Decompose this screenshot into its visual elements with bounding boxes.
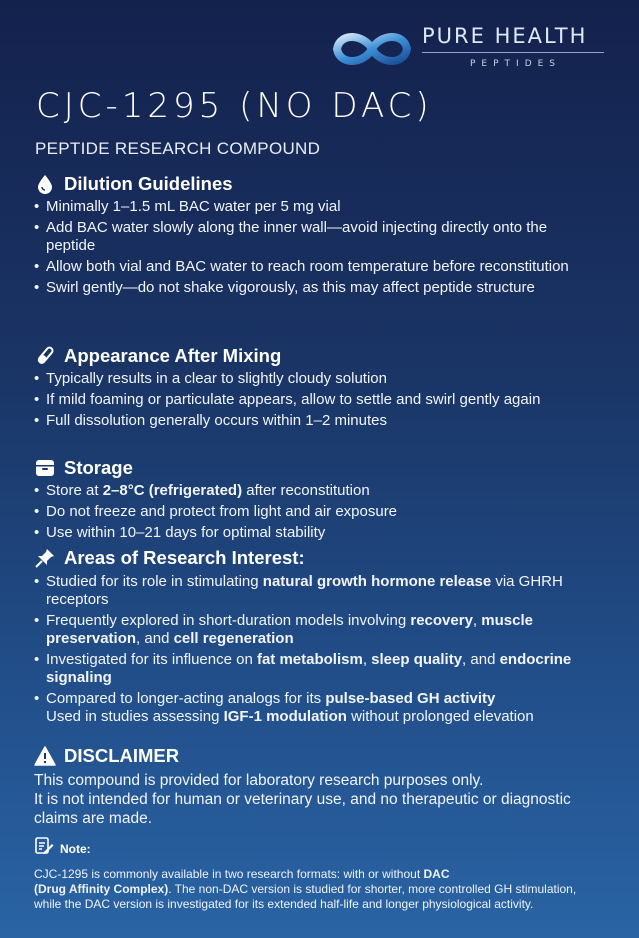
- note-edit-icon: [34, 836, 54, 861]
- research-heading: Areas of Research Interest:: [64, 547, 305, 568]
- list-item: • Allow both vial and BAC water to reach room temperature before reconstitution: [34, 258, 624, 276]
- list-item: • Studied for its role in stimulating natural growth hormone release via GHRH receptors: [34, 573, 624, 609]
- brand-divider: [422, 52, 604, 53]
- disclaimer-heading-row: [34, 744, 604, 768]
- list-item: • Swirl gently—do not shake vigorously, as this may affect peptide structure: [34, 279, 624, 297]
- brand-logo: [330, 24, 610, 74]
- storage-box-icon: [34, 457, 56, 479]
- list-item: • Frequently explored in short-duration models involving recovery, muscle preservation, and cell regeneration: [34, 612, 624, 648]
- list-item: • Compared to longer-acting analogs for its pulse-based GH activity Used in studies assessing IGF-1 modulation without prolonged elevation: [34, 690, 624, 726]
- disclaimer-heading: DISCLAIMER: [64, 745, 180, 766]
- dilution-heading-row: [34, 172, 624, 196]
- warning-icon: [34, 745, 56, 767]
- note-label: Note:: [60, 841, 91, 856]
- disclaimer-text: This compound is provided for laboratory research purposes only. It is not intended for human or veterinary use, and no therapeutic or diagnostic claims are made.: [34, 772, 571, 827]
- pushpin-icon: [34, 547, 56, 569]
- list-item: • Typically results in a clear to slightly cloudy solution: [34, 370, 624, 388]
- list-item: • Do not freeze and protect from light and air exposure: [34, 503, 624, 521]
- dilution-list: [34, 198, 624, 297]
- water-drop-icon: [34, 173, 56, 195]
- product-subtitle: PEPTIDE RESEARCH COMPOUND: [35, 139, 321, 158]
- research-heading-row: [34, 546, 624, 570]
- research-section: [34, 546, 624, 729]
- product-title: CJC-1295 (NO DAC): [36, 86, 433, 126]
- brand-tagline: PEPTIDES: [470, 59, 562, 69]
- list-item: • Store at 2–8°C (refrigerated) after reconstitution: [34, 482, 624, 500]
- storage-section: [34, 456, 624, 545]
- storage-heading-row: [34, 456, 624, 480]
- storage-list: [34, 482, 624, 542]
- list-item: • Full dissolution generally occurs within 1–2 minutes: [34, 412, 624, 430]
- list-item: • Use within 10–21 days for optimal stability: [34, 524, 624, 542]
- note-text: CJC-1295 is commonly available in two research formats: with or without DAC (Drug Affinity Complex). The non-DAC version is studied for shorter, more controlled GH stimulation, while the DAC version is investigated for its extended half-life and longer physiological activity.: [34, 867, 577, 911]
- dilution-heading: Dilution Guidelines: [64, 173, 233, 194]
- brand-name: PURE HEALTH: [422, 24, 588, 48]
- appearance-list: [34, 370, 624, 430]
- note-section: [34, 836, 604, 912]
- infinity-logo-icon: [330, 24, 414, 74]
- test-tube-icon: [34, 345, 56, 367]
- note-heading-row: [34, 836, 604, 861]
- appearance-section: [34, 344, 624, 433]
- list-item: • Add BAC water slowly along the inner wall—avoid injecting directly onto the peptide: [34, 219, 624, 255]
- research-list: [34, 573, 624, 726]
- appearance-heading-row: [34, 344, 624, 368]
- list-item: • Minimally 1–1.5 mL BAC water per 5 mg vial: [34, 198, 624, 216]
- list-item: • Investigated for its influence on fat metabolism, sleep quality, and endocrine signaling: [34, 651, 624, 687]
- dilution-section: [34, 172, 624, 300]
- storage-heading: Storage: [64, 457, 133, 478]
- disclaimer-section: [34, 744, 604, 828]
- appearance-heading: Appearance After Mixing: [64, 345, 282, 366]
- list-item: • If mild foaming or particulate appears, allow to settle and swirl gently again: [34, 391, 624, 409]
